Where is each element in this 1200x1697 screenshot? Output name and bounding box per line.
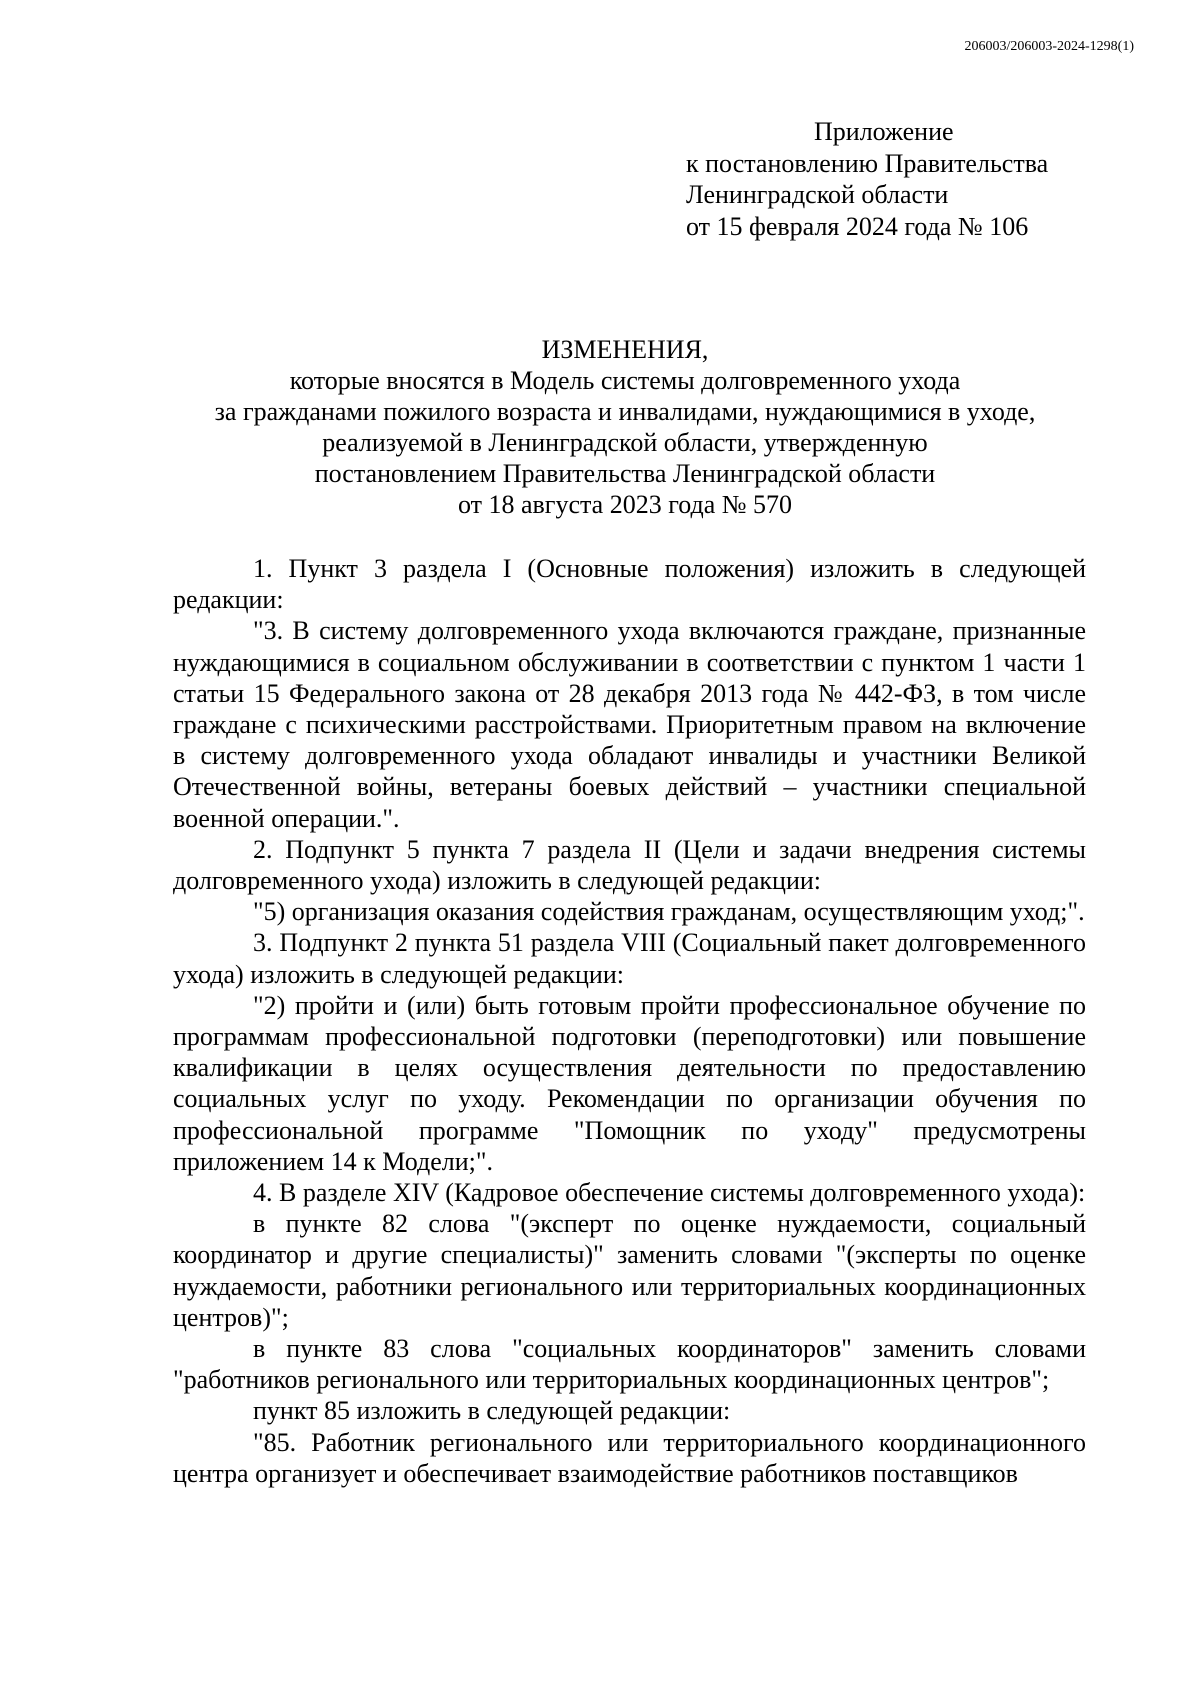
heading-title: ИЗМЕНЕНИЯ,: [541, 335, 709, 364]
body-paragraph: "2) пройти и (или) быть готовым пройти профессиональное обучение по программам профессиональной подготовки (переподготовки) или повышение квалификации в целях осуществления деятельности по предоставлению социальных услуг по уходу. Рекомендации по организации обучения по профессиональной программе "Помощник по уходу" предусмотрены приложением 14 к Модели;".: [173, 990, 1086, 1176]
document-body: [173, 553, 1086, 1489]
appendix-line: от 15 февраля 2024 года № 106: [686, 211, 1029, 241]
heading-line: реализуемой в Ленинградской области, утвержденную: [322, 428, 928, 457]
body-paragraph: "85. Работник регионального или территориального координационного центра организует и обеспечивает взаимодействие работников поставщиков: [173, 1427, 1086, 1488]
body-paragraph: пункт 85 изложить в следующей редакции:: [253, 1396, 731, 1426]
heading-line: за гражданами пожилого возраста и инвалидами, нуждающимися в уходе,: [214, 397, 1036, 426]
document-heading: [160, 334, 1090, 520]
body-paragraph: 2. Подпункт 5 пункта 7 раздела II (Цели и задачи внедрения системы долговременного ухода) изложить в следующей редакции:: [173, 834, 1086, 896]
body-paragraph: "5) организация оказания содействия гражданам, осуществляющим уход;".: [253, 897, 1085, 927]
heading-line: постановлением Правительства Ленинградской области: [314, 459, 936, 488]
appendix-title: Приложение: [814, 117, 954, 146]
appendix-line: Ленинградской области: [686, 180, 949, 209]
appendix-block: [686, 116, 1166, 242]
heading-line: от 18 августа 2023 года № 570: [457, 490, 793, 519]
body-paragraph: 4. В разделе XIV (Кадровое обеспечение системы долговременного ухода):: [253, 1178, 1086, 1208]
document-id: 206003/206003-2024-1298(1): [964, 39, 1134, 54]
body-paragraph: 1. Пункт 3 раздела I (Основные положения) изложить в следующей редакции:: [173, 554, 1086, 615]
heading-line: которые вносятся в Модель системы долговременного ухода: [289, 366, 961, 395]
body-paragraph: в пункте 83 слова "социальных координаторов" заменить словами "работников регионального или территориальных координационных центров";: [173, 1334, 1086, 1395]
body-paragraph: в пункте 82 слова "(эксперт по оценке нуждаемости, социальный координатор и другие специалисты)" заменить словами "(эксперты по оценке нуждаемости, работники регионального или территориальных координационных центров)";: [173, 1209, 1086, 1332]
body-paragraph: 3. Подпункт 2 пункта 51 раздела VIII (Социальный пакет долговременного ухода) изложить в следующей редакции:: [173, 928, 1086, 989]
body-paragraph: "3. В систему долговременного ухода включаются граждане, признанные нуждающимися в социальном обслуживании в соответствии с пунктом 1 части 1 статьи 15 Федерального закона от 28 декабря 2013 года № 442-ФЗ, в том числе граждане с психическими расстройствами. Приоритетным правом на включение в систему долговременного ухода обладают инвалиды и участники Великой Отечественной войны, ветераны боевых действий – участники специальной военной операции.".: [173, 616, 1086, 833]
appendix-line: к постановлению Правительства: [686, 148, 1049, 178]
